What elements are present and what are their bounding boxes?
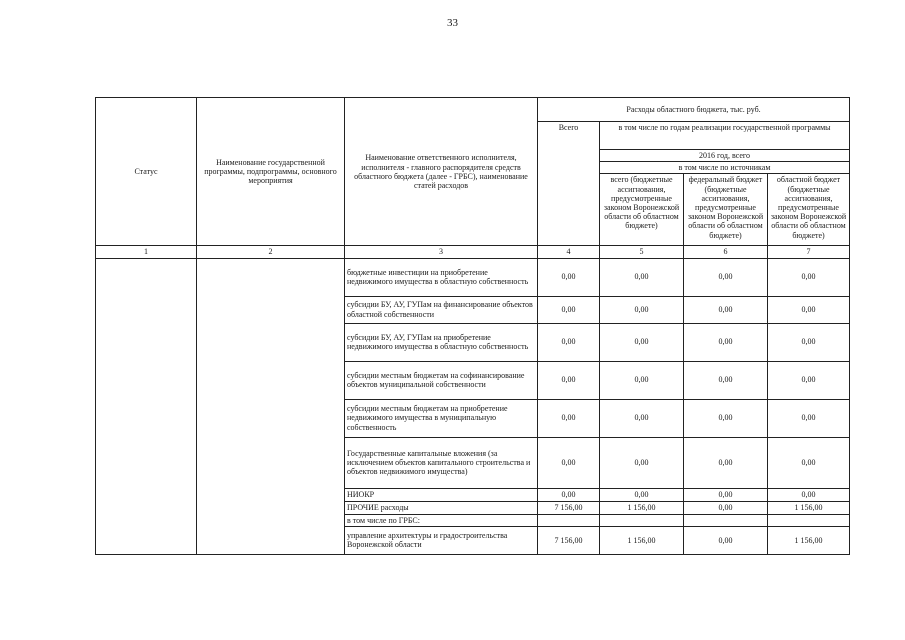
row-regional: 0,00 [768, 296, 850, 323]
row-name: бюджетные инвестиции на приобретение недвижимого имущества в областную собственность [345, 258, 538, 296]
row-name: субсидии БУ, АУ, ГУПам на финансирование объектов областной собственности [345, 296, 538, 323]
row-total [538, 514, 600, 526]
row-name: ПРОЧИЕ расходы [345, 501, 538, 514]
row-name: субсидии местным бюджетам на софинансирование объектов муниципальной собственности [345, 361, 538, 399]
column-number: 4 [538, 246, 600, 258]
row-source-total: 1 156,00 [600, 501, 684, 514]
row-source-total: 1 156,00 [600, 526, 684, 554]
column-number: 7 [768, 246, 850, 258]
page-number: 33 [447, 17, 458, 29]
column-number-row [96, 246, 850, 258]
header-source-federal: федеральный бюджет (бюджетные ассигнования, предусмотренные законом Воронежской области об областном бюджете) [684, 174, 768, 246]
row-source-total: 0,00 [600, 323, 684, 361]
row-federal: 0,00 [684, 323, 768, 361]
row-name: управление архитектуры и градостроительства Воронежской области [345, 526, 538, 554]
row-total: 0,00 [538, 323, 600, 361]
header-expenses-title: Расходы областного бюджета, тыс. руб. [538, 98, 850, 122]
row-federal [684, 514, 768, 526]
header-by-years: в том числе по годам реализации государственной программы [600, 122, 850, 150]
row-regional: 0,00 [768, 323, 850, 361]
column-number: 5 [600, 246, 684, 258]
header-source-total: всего (бюджетные ассигнования, предусмотренные законом Воронежской области об областном бюджете) [600, 174, 684, 246]
row-federal: 0,00 [684, 296, 768, 323]
row-regional: 0,00 [768, 488, 850, 501]
column-number: 2 [197, 246, 345, 258]
row-source-total [600, 514, 684, 526]
row-regional: 1 156,00 [768, 526, 850, 554]
header-status: Статус [96, 98, 197, 246]
row-name: Государственные капитальные вложения (за исключением объектов капитального строительства и объектов недвижимого имущества) [345, 437, 538, 488]
row-regional: 1 156,00 [768, 501, 850, 514]
row-regional [768, 514, 850, 526]
row-federal: 0,00 [684, 488, 768, 501]
row-name: в том числе по ГРБС: [345, 514, 538, 526]
header-program-name: Наименование государственной программы, подпрограммы, основного мероприятия [197, 98, 345, 246]
column-number: 6 [684, 246, 768, 258]
row-total: 0,00 [538, 399, 600, 437]
row-total: 0,00 [538, 296, 600, 323]
row-name: субсидии местным бюджетам на приобретение недвижимого имущества в муниципальную собственность [345, 399, 538, 437]
column-number: 1 [96, 246, 197, 258]
status-cell [96, 258, 197, 554]
row-federal: 0,00 [684, 526, 768, 554]
row-regional: 0,00 [768, 258, 850, 296]
row-regional: 0,00 [768, 399, 850, 437]
column-number: 3 [345, 246, 538, 258]
row-source-total: 0,00 [600, 296, 684, 323]
table-row [96, 258, 850, 296]
program-name-cell [197, 258, 345, 554]
row-source-total: 0,00 [600, 437, 684, 488]
row-source-total: 0,00 [600, 399, 684, 437]
row-federal: 0,00 [684, 361, 768, 399]
row-federal: 0,00 [684, 399, 768, 437]
row-name: субсидии БУ, АУ, ГУПам на приобретение недвижимого имущества в областную собственность [345, 323, 538, 361]
row-source-total: 0,00 [600, 488, 684, 501]
budget-table [95, 97, 850, 555]
row-name: НИОКР [345, 488, 538, 501]
row-total: 7 156,00 [538, 501, 600, 514]
row-total: 0,00 [538, 488, 600, 501]
header-source-regional: областной бюджет (бюджетные ассигнования, предусмотренные законом Воронежской области об областном бюджете) [768, 174, 850, 246]
header-total: Всего [538, 122, 600, 246]
row-federal: 0,00 [684, 437, 768, 488]
header-executor: Наименование ответственного исполнителя, исполнителя - главного распорядителя средств областного бюджета (далее - ГРБС), наименование статей расходов [345, 98, 538, 246]
row-regional: 0,00 [768, 361, 850, 399]
row-total: 0,00 [538, 258, 600, 296]
row-total: 0,00 [538, 361, 600, 399]
row-total: 7 156,00 [538, 526, 600, 554]
row-source-total: 0,00 [600, 258, 684, 296]
row-federal: 0,00 [684, 258, 768, 296]
row-total: 0,00 [538, 437, 600, 488]
row-federal: 0,00 [684, 501, 768, 514]
header-by-sources: в том числе по источникам [600, 162, 850, 174]
row-regional: 0,00 [768, 437, 850, 488]
row-source-total: 0,00 [600, 361, 684, 399]
header-year: 2016 год, всего [600, 150, 850, 162]
